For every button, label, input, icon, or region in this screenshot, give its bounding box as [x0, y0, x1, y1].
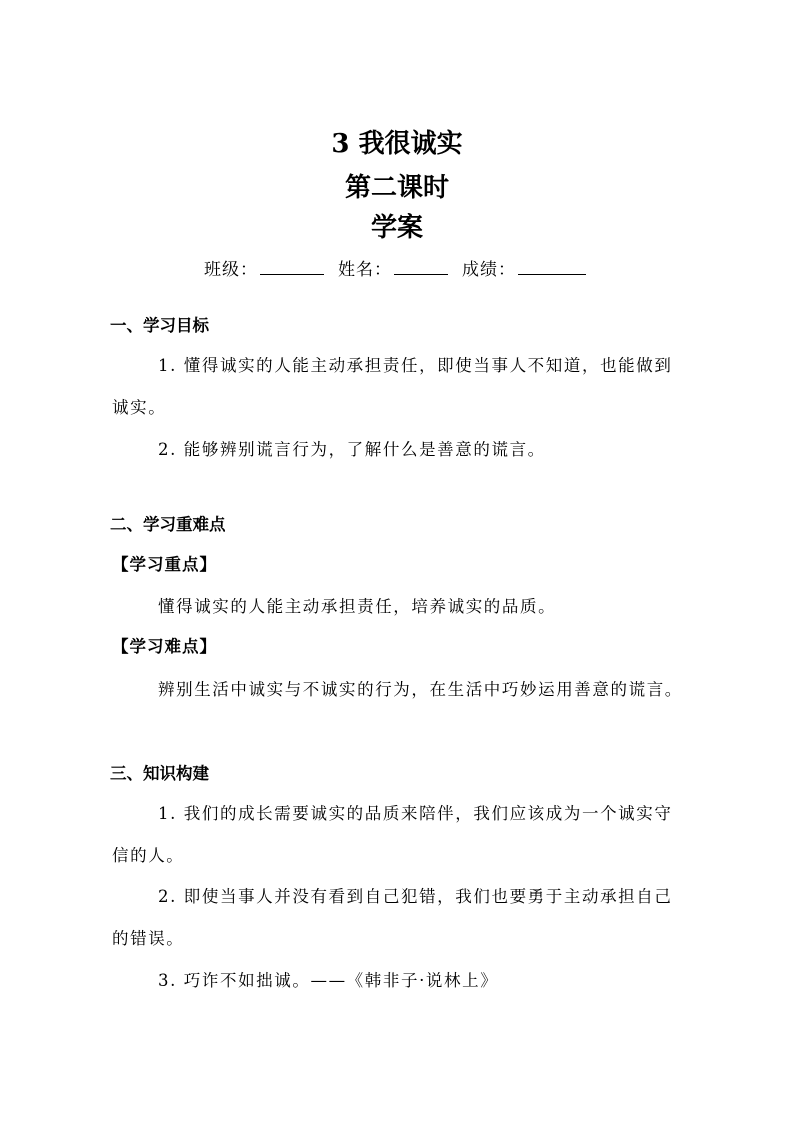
knowledge-2-line-1: 2. 即使当事人并没有看到自己犯错，我们也要勇于主动承担自己: [158, 887, 673, 906]
class-label: 班级：: [204, 260, 258, 280]
difficult-point-text: 辨别生活中诚实与不诚实的行为，在生活中巧妙运用善意的谎言。: [158, 680, 683, 699]
section-heading-objectives: 一、学习目标: [110, 316, 209, 335]
knowledge-1-line-2: 信的人。: [112, 846, 185, 865]
objective-1-line-1: 1. 懂得诚实的人能主动承担责任，即使当事人不知道，也能做到: [158, 356, 673, 375]
document-type: 学案: [370, 213, 423, 243]
objective-2: 2. 能够辨别谎言行为，了解什么是善意的谎言。: [158, 440, 546, 459]
objective-1-line-2: 诚实。: [112, 398, 167, 417]
name-blank[interactable]: [394, 256, 448, 275]
knowledge-3: 3. 巧诈不如拙诚。——《韩非子·说林上》: [158, 971, 499, 990]
section-heading-knowledge: 三、知识构建: [110, 764, 209, 783]
score-label: 成绩：: [462, 260, 516, 280]
class-blank[interactable]: [260, 256, 324, 275]
document-title: 3 我很诚实: [331, 129, 463, 159]
section-heading-key-points: 二、学习重难点: [110, 515, 226, 534]
score-blank[interactable]: [518, 256, 586, 275]
knowledge-1-line-1: 1. 我们的成长需要诚实的品质来陪伴，我们应该成为一个诚实守: [158, 804, 673, 823]
lesson-subtitle: 第二课时: [344, 173, 449, 203]
name-label: 姓名：: [338, 260, 392, 280]
student-info-line: [0, 255, 794, 285]
difficult-point-label: 【学习难点】: [112, 637, 217, 656]
knowledge-2-line-2: 的错误。: [112, 929, 185, 948]
key-point-label: 【学习重点】: [112, 555, 217, 574]
key-point-text: 懂得诚实的人能主动承担责任，培养诚实的品质。: [158, 597, 557, 616]
